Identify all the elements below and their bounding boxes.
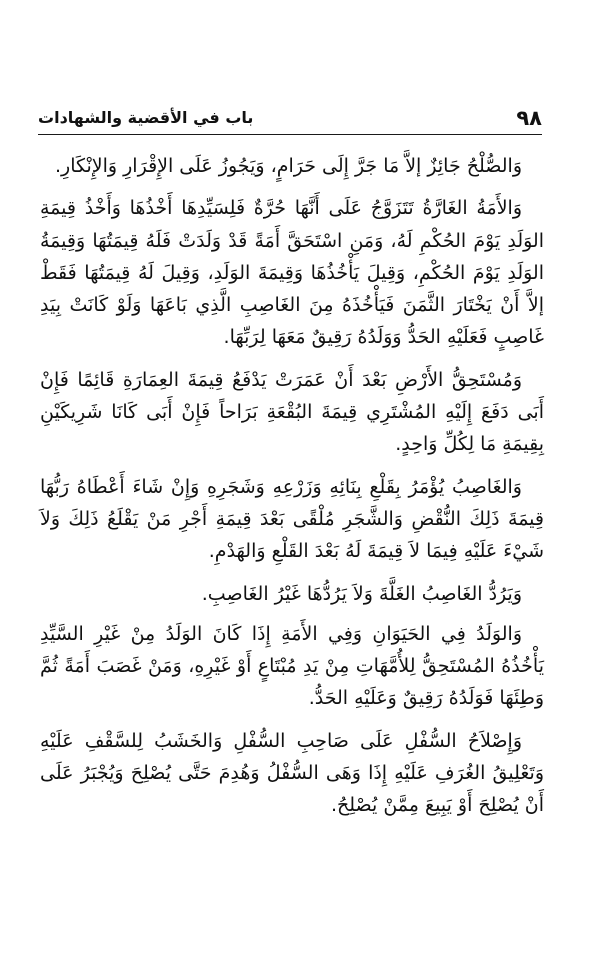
paragraph-2: وَالأَمَةُ الغَارَّةُ تَتَزَوَّجُ عَلَى أَنَّهَا حُرَّةٌ فَلِسَيِّدِهَا أَخْذُهَا وَأَخْذُ قِيمَةِ الوَلَدِ يَوْمَ الحُكْمِ لَهُ، وَمَنِ اسْتَحَقَّ أَمَةً قَدْ وَلَدَتْ فَلَهُ قِيمَتُهَا وَقِيمَةُ الوَلَدِ يَوْمَ الحُكْمِ، وَقِيلَ يَأْخُذُهَا وَقِيمَةَ الوَلَدِ، وَقِيلَ لَهُ قِيمَتُهَا فَقَطْ إلاَّ أَنْ يَخْتَارَ الثَّمَنَ فَيَأْخُذَهُ مِنَ الغَاصِبِ الَّذِي بَاعَهَا وَلَوْ كَانَتْ بِيَدِ غَاصِبٍ فَعَلَيْهِ الحَدُّ وَوَلَدُهُ رَقِيقٌ مَعَهَا لِرَبِّهَا. xyxy=(40,197,544,349)
page-number: ٩٨ xyxy=(516,106,542,130)
paragraph-1: وَالصُّلْحُ جَائِزٌ إلاَّ مَا جَرَّ إِلَى حَرَامٍ، وَيَجُوزُ عَلَى الإِقْرَارِ وَالإِنْكَارِ. xyxy=(55,155,522,177)
paragraph-6: وَالوَلَدُ فِي الحَيَوَانِ وَفِي الأَمَةِ إِذَا كَانَ الوَلَدُ مِنْ غَيْرِ السَّيِّدِ يَأْخُذُهُ المُسْتَحِقُّ لِلأُمَّهَاتِ مِنْ يَدِ مُبْتَاعٍ أَوْ غَيْرِهِ، وَمَنْ غَصَبَ أَمَةً ثُمَّ وَطِئَهَا فَوَلَدُهُ رَقِيقٌ وَعَلَيْهِ الحَدُّ. xyxy=(40,622,544,710)
paragraph-3: وَمُسْتَحِقُّ الأَرْضِ بَعْدَ أَنْ عَمَرَتْ يَدْفَعُ قِيمَةَ العِمَارَةِ قَائِمًا فَإِنْ أَبَى دَفَعَ إِلَيْهِ المُشْتَرِي قِيمَةَ البُقْعَةِ بَرَاحاً فَإِنْ أَبَى كَانَا شَرِيكَيْنِ بِقِيمَةِ مَا لِكُلِّ وَاحِدٍ. xyxy=(40,368,544,456)
page-header xyxy=(38,100,542,130)
paragraph-4: وَالغَاصِبُ يُؤْمَرُ بِقَلْعِ بِنَائِهِ وَزَرْعِهِ وَشَجَرِهِ وَإِنْ شَاءَ أَعْطَاهُ رَبُّهَا قِيمَةَ ذَلِكَ النُّقْضِ وَالشَّجَرِ مُلْقًى بَعْدَ قِيمَةِ أَجْرِ مَنْ يَقْلَعُ ذَلِكَ وَلاَ شَيْءَ عَلَيْهِ فِيمَا لاَ قِيمَةَ لَهُ بَعْدَ القَلْعِ وَالهَدْمِ. xyxy=(40,475,544,563)
paragraph-7: وَإِصْلاَحُ السُّفْلِ عَلَى صَاحِبِ السُّفْلِ وَالخَشَبُ لِلسَّقْفِ عَلَيْهِ وَتَعْلِيقُ الغُرَفِ عَلَيْهِ إِذَا وَهَى السُّفْلُ وَهُدِمَ حَتَّى يُصْلِحَ وَيُجْبَرُ عَلَى أَنْ يُصْلِحَ أَوْ يَبِيعَ مِمَّنْ يُصْلِحُ. xyxy=(40,729,544,817)
header-rule xyxy=(38,134,542,135)
paragraph-5: وَيَرُدُّ الغَاصِبُ الغَلَّةَ وَلاَ يَرُدُّهَا غَيْرُ الغَاصِبِ. xyxy=(201,582,522,605)
main-text xyxy=(40,150,544,832)
chapter-title: باب في الأقضية والشهادات xyxy=(38,108,254,127)
